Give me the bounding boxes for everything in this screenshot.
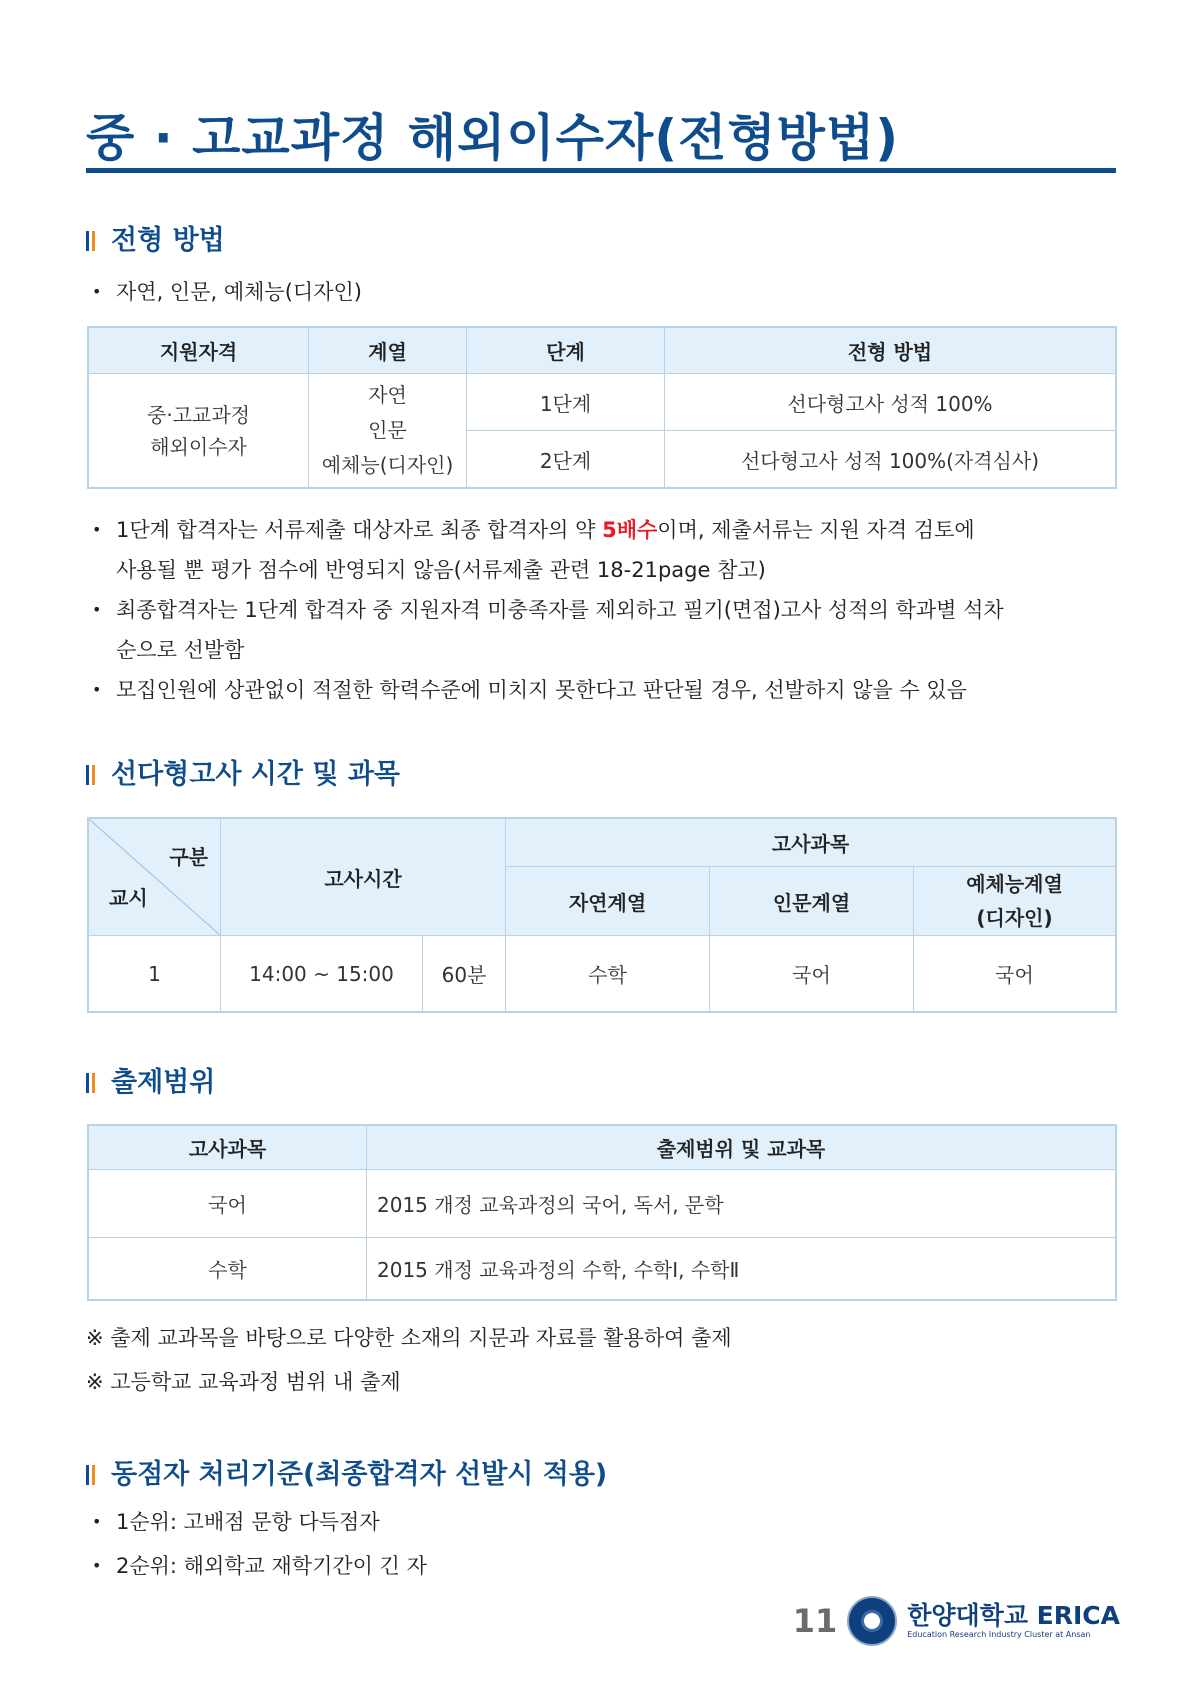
bullet-icon: •: [92, 1512, 102, 1531]
list-item: • 1순위: 고배점 문항 다득점자: [86, 1502, 1116, 1542]
section-marker-icon: [86, 231, 95, 251]
table-header-cell: 고사과목: [89, 1126, 367, 1170]
list-item: • 1단계 합격자는 서류제출 대상자로 최종 합격자의 약 5배수이며, 제출서류는 지원 자격 검토에 사용될 뿐 평가 점수에 반영되지 않음(서류제출 관련 18-21page 참고): [86, 510, 1116, 590]
page-title: 중 · 고교과정 해외이수자(전형방법): [86, 109, 900, 167]
period-cell: 1: [89, 936, 221, 1012]
list-item: • 자연, 인문, 예체능(디자인): [86, 272, 1116, 312]
table-header-cell: 지원자격: [89, 328, 309, 374]
table-header-cell: 단계: [467, 328, 665, 374]
exam-scope-table: [88, 1125, 1116, 1300]
section-marker-icon: [86, 1465, 95, 1485]
list-item: • 모집인원에 상관없이 적절한 학력수준에 미치지 못한다고 판단될 경우, 선발하지 않을 수 있음: [86, 670, 1116, 710]
section-heading-selection-method: [86, 218, 225, 257]
scope-note: ※ 출제 교과목을 바탕으로 다양한 소재의 지문과 자료를 활용하여 출제: [86, 1326, 732, 1350]
method-cell: 선다형고사 성적 100%: [665, 374, 1116, 431]
section-heading-tiebreak: [86, 1452, 607, 1491]
bullet-icon: •: [92, 680, 102, 699]
page-footer: [793, 1596, 1120, 1646]
section-marker-icon: [86, 765, 95, 785]
time-cell: 14:00 ~ 15:00: [221, 936, 423, 1012]
scope-cell: 2015 개정 교육과정의 수학, 수학Ⅰ, 수학Ⅱ: [367, 1238, 1116, 1300]
bullet-icon: •: [92, 282, 102, 301]
table-header-cell: 출제범위 및 교과목: [367, 1126, 1116, 1170]
section-heading-exam-scope: [86, 1060, 215, 1099]
scope-cell: 2015 개정 교육과정의 국어, 독서, 문학: [367, 1170, 1116, 1238]
selection-method-table: [88, 327, 1116, 488]
page-number: 11: [792, 1602, 838, 1640]
section-heading-text: 출제범위: [111, 1067, 216, 1098]
highlight-text: 5배수: [602, 518, 658, 542]
diagonal-divider: [89, 819, 220, 935]
subject-cell: 국어: [710, 936, 914, 1012]
subject-cell: 국어: [89, 1170, 367, 1238]
section-heading-exam-schedule: [86, 752, 400, 791]
list-item: • 최종합격자는 1단계 합격자 중 지원자격 미충족자를 제외하고 필기(면접)고사 성적의 학과별 석차 순으로 선발함: [86, 590, 1116, 670]
list-item: • 2순위: 해외학교 재학기간이 긴 자: [86, 1546, 1116, 1586]
bullet-icon: •: [92, 520, 102, 539]
section-heading-text: 전형 방법: [111, 225, 225, 256]
method-cell: 선다형고사 성적 100%(자격심사): [665, 431, 1116, 488]
duration-cell: 60분: [423, 936, 506, 1012]
subject-column-header: 예체능계열 (디자인): [914, 867, 1116, 936]
bullet-icon: •: [92, 600, 102, 619]
track-cell: 자연 인문 예체능(디자인): [309, 374, 467, 488]
table-header-cell: 계열: [309, 328, 467, 374]
subject-column-header: 인문계열: [710, 867, 914, 936]
time-header-cell: 고사시간: [221, 819, 506, 936]
subject-column-header: 자연계열: [506, 867, 710, 936]
table-header-cell: 전형 방법: [665, 328, 1116, 374]
section-heading-text: 동점자 처리기준(최종합격자 선발시 적용): [111, 1459, 608, 1490]
qualification-cell: 중·고교과정 해외이수자: [89, 374, 309, 488]
subject-cell: 수학: [506, 936, 710, 1012]
stage-cell: 1단계: [467, 374, 665, 431]
stage-cell: 2단계: [467, 431, 665, 488]
scope-note: ※ 고등학교 교육과정 범위 내 출제: [86, 1370, 401, 1394]
section-marker-icon: [86, 1073, 95, 1093]
bullet-icon: •: [92, 1556, 102, 1575]
track-list: [86, 272, 1116, 312]
selection-notes: [86, 510, 1116, 710]
exam-schedule-table: [88, 818, 1116, 1012]
university-seal-icon: [847, 1596, 897, 1646]
tiebreak-list: [86, 1502, 1116, 1586]
subjects-header-cell: 고사과목: [506, 819, 1116, 867]
subject-cell: 수학: [89, 1238, 367, 1300]
corner-header-cell: 구분 교시: [89, 819, 221, 936]
title-underline: [86, 168, 1116, 173]
university-logo: 한양대학교 ERICA Education Research Industry Cluster at Ansan: [907, 1601, 1120, 1639]
section-heading-text: 선다형고사 시간 및 과목: [111, 759, 401, 790]
subject-cell: 국어: [914, 936, 1116, 1012]
